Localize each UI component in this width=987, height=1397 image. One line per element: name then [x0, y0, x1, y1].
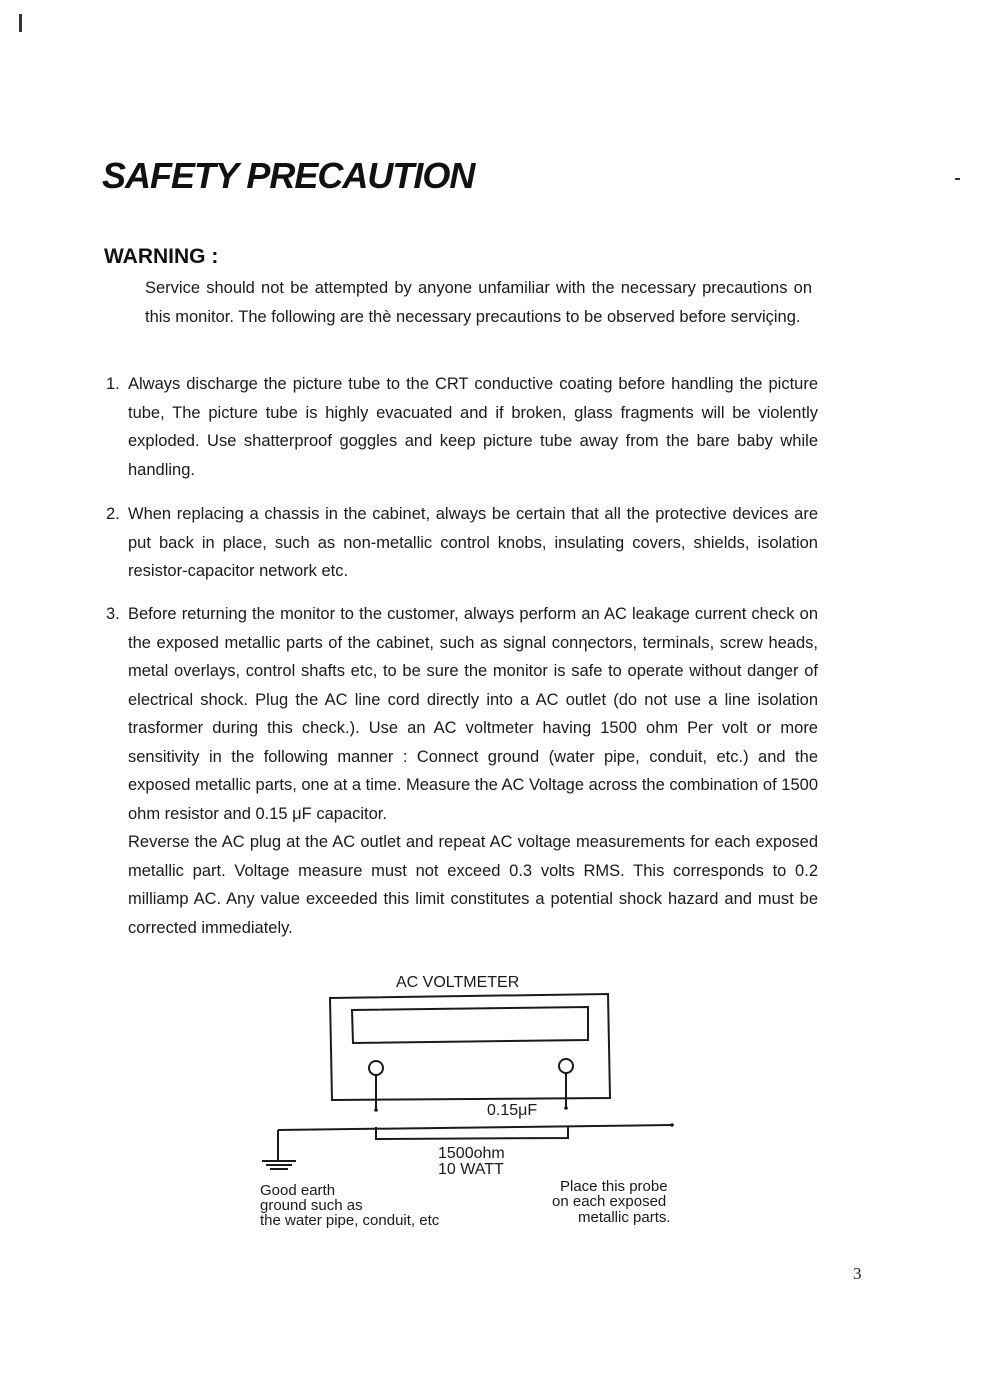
- scan-mark: [955, 178, 960, 180]
- terminal-left: [369, 1061, 383, 1075]
- probe-note-line-1: Place this probe: [560, 1178, 668, 1195]
- item-text: When replacing a chassis in the cabinet, always be certain that all the protective devices are put back in place, such as non-metallic control knobs, insulating covers, shields, isolation resistor-capacitor network etc.: [128, 505, 818, 580]
- page-title: SAFETY PRECAUTION: [102, 155, 475, 196]
- page-number: 3: [853, 1264, 862, 1283]
- item-number: 3.: [106, 605, 120, 623]
- resistor-power-label: 10 WATT: [438, 1161, 504, 1178]
- precaution-item-2: [106, 500, 818, 586]
- voltmeter-label: AC VOLTMETER: [396, 974, 520, 991]
- item-text-continued: Reverse the AC plug at the AC outlet and repeat AC voltage measurements for each exposed metallic part. Voltage measure must not exceed 0.3 volts RMS. This corresponds to 0.2 milliamp AC. Any value exceeded this limit constitutes a potential shock hazard and must be corrected immediately.: [128, 833, 818, 937]
- item-number: 2.: [106, 505, 120, 523]
- resistor-symbol: [376, 1126, 568, 1139]
- precaution-item-3: [106, 600, 818, 942]
- ground-note-line-1: Good earth: [260, 1182, 336, 1199]
- ground-note-line-2: ground such as: [260, 1197, 363, 1214]
- terminal-right: [559, 1059, 573, 1073]
- item-text: Always discharge the picture tube to the CRT conductive coating before handling the picture tube, The picture tube is highly evacuated and if broken, glass fragments will be violently exploded. Use shatterproof goggles and keep picture tube away from the bare baby while handling.: [128, 375, 818, 479]
- capacitor-label: 0.15μF: [487, 1102, 538, 1119]
- warning-heading: WARNING :: [104, 245, 219, 268]
- scan-mark: [19, 14, 22, 32]
- ground-note-line-3: the water pipe, conduit, etc: [260, 1212, 440, 1229]
- precaution-item-1: [106, 370, 818, 484]
- voltmeter-display: [352, 1007, 588, 1043]
- probe-note-line-3: metallic parts.: [578, 1209, 671, 1226]
- warning-text: Service should not be attempted by anyone unfamiliar with the necessary precautions on this monitor. The following are thè necessary precautions to be observed before serviçing.: [145, 279, 812, 326]
- probe-note-line-2: on each exposed: [552, 1193, 667, 1210]
- item-number: 1.: [106, 375, 120, 393]
- probe-wire: [278, 1125, 672, 1130]
- voltmeter-body: [330, 994, 610, 1100]
- item-text: Before returning the monitor to the customer, always perform an AC leakage current check on the exposed metallic parts of the cabinet, such as signal conηectors, terminals, screw heads, metal overlays, control shafts etc, to be sure the monitor is safe to operate without danger of electrical shock. Plug the AC line cord directly into a AC outlet (do not use a line isolation trasformer during this check.). Use an AC voltmeter having 1500 ohm Per volt or more sensitivity in the following manner : Connect ground (water pipe, conduit, etc.) and the exposed metallic parts, one at a time. Measure the AC Voltage across the combination of 1500 ohm resistor and 0.15 μF capacitor.: [128, 605, 818, 823]
- resistor-value-label: 1500ohm: [438, 1145, 505, 1162]
